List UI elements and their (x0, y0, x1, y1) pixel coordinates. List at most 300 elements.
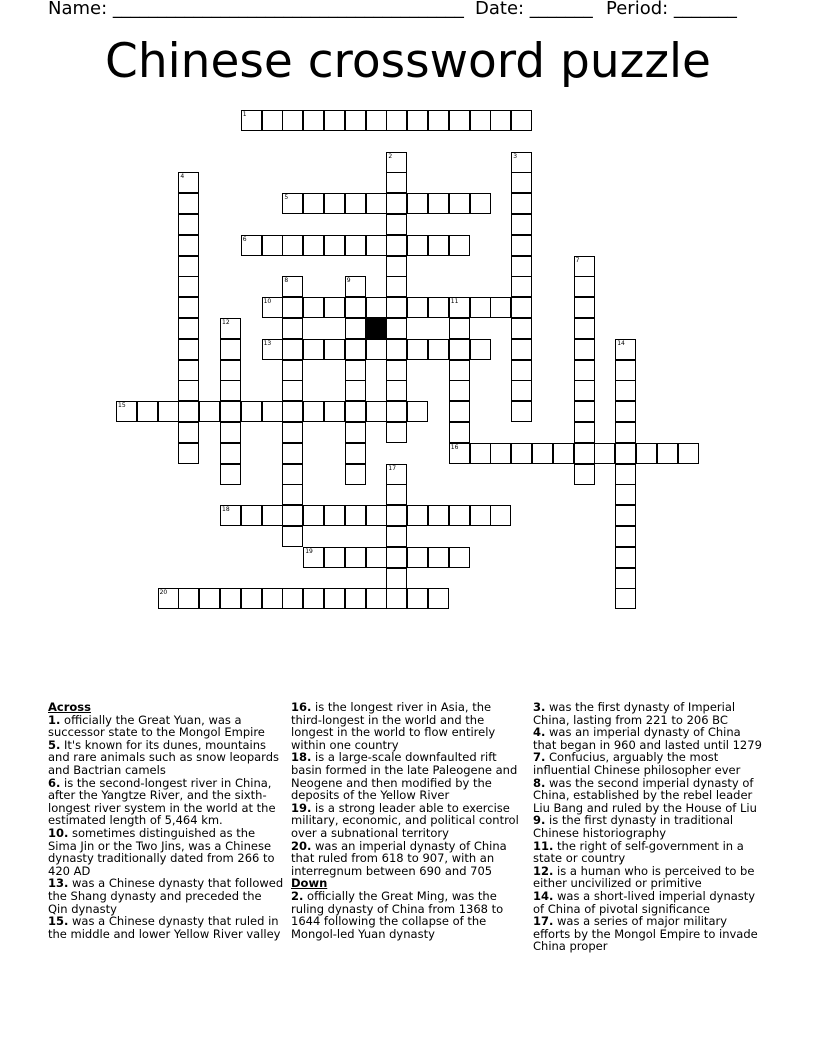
clue-section-heading: Across (48, 700, 91, 714)
grid-cell[interactable] (449, 422, 470, 443)
clue-number-label: 4. (533, 725, 546, 740)
grid-cell[interactable] (241, 401, 262, 422)
clue-item (48, 915, 284, 940)
grid-cell[interactable] (428, 297, 449, 318)
grid-cell[interactable] (386, 401, 407, 422)
grid-cell[interactable] (449, 193, 470, 214)
grid-cell[interactable] (366, 339, 387, 360)
clue-number: 2 (388, 152, 393, 160)
grid-cell[interactable] (490, 110, 511, 131)
clue-number-label: 5. (48, 737, 61, 752)
grid-cell[interactable] (137, 401, 158, 422)
grid-cell[interactable] (615, 401, 636, 422)
grid-cell[interactable] (470, 505, 491, 526)
grid-cell[interactable] (366, 588, 387, 609)
grid-cell[interactable] (345, 588, 366, 609)
grid-cell[interactable] (553, 443, 574, 464)
grid-cell[interactable] (366, 110, 387, 131)
grid-cell[interactable] (407, 505, 428, 526)
grid-cell[interactable] (282, 401, 303, 422)
grid-cell[interactable] (574, 256, 595, 277)
grid-cell[interactable] (366, 193, 387, 214)
grid-cell[interactable] (449, 318, 470, 339)
name-field[interactable]: Name: _______________________________________ (48, 0, 464, 19)
grid-cell[interactable] (428, 193, 449, 214)
grid-cell[interactable] (220, 318, 241, 339)
clue-item (533, 701, 765, 726)
grid-cell[interactable] (449, 235, 470, 256)
grid-cell[interactable] (615, 464, 636, 485)
grid-cell[interactable] (386, 172, 407, 193)
clue-item (48, 739, 284, 777)
grid-cell[interactable] (511, 401, 532, 422)
clue-number: 4 (180, 173, 185, 181)
grid-cell[interactable] (511, 152, 532, 173)
grid-cell[interactable] (282, 110, 303, 131)
grid-cell[interactable] (178, 235, 199, 256)
grid-cell[interactable] (220, 464, 241, 485)
clue-number: 15 (118, 402, 126, 410)
grid-cell[interactable] (574, 297, 595, 318)
grid-cell[interactable] (345, 110, 366, 131)
grid-cell[interactable] (386, 339, 407, 360)
grid-cell[interactable] (324, 401, 345, 422)
grid-cell[interactable] (324, 110, 345, 131)
grid-cell[interactable] (199, 588, 220, 609)
grid-cell[interactable] (178, 214, 199, 235)
grid-cell[interactable] (386, 256, 407, 277)
clue-number-label: 20. (291, 838, 312, 853)
grid-cell[interactable] (345, 235, 366, 256)
grid-cell[interactable] (449, 505, 470, 526)
clue-text: officially the Great Ming, was the ruling dynasty of China from 1368 to 1644 following the collapse of the Mongol-led Yuan dynasty (291, 888, 504, 941)
grid-cell[interactable] (345, 505, 366, 526)
grid-cell[interactable] (282, 380, 303, 401)
grid-cell[interactable] (511, 297, 532, 318)
grid-cell[interactable] (511, 193, 532, 214)
grid-cell[interactable] (178, 339, 199, 360)
grid-cell[interactable] (262, 110, 283, 131)
grid-cell[interactable] (282, 318, 303, 339)
grid-cell[interactable] (386, 193, 407, 214)
grid-cell[interactable] (386, 547, 407, 568)
grid-cell[interactable] (178, 256, 199, 277)
clue-number: 10 (263, 298, 272, 306)
grid-cell[interactable] (470, 443, 491, 464)
clue-item (533, 777, 765, 815)
grid-cell[interactable] (241, 235, 262, 256)
clue-item (533, 840, 765, 865)
grid-cell[interactable] (262, 588, 283, 609)
clue-item (291, 701, 523, 751)
grid-cell[interactable] (303, 193, 324, 214)
clue-number-label: 6. (48, 775, 61, 790)
clue-item (48, 777, 284, 827)
grid-cell[interactable] (345, 422, 366, 443)
grid-cell[interactable] (511, 380, 532, 401)
grid-cell[interactable] (386, 110, 407, 131)
clue-number: 18 (222, 506, 230, 514)
grid-cell[interactable] (262, 339, 283, 360)
grid-cell[interactable] (303, 401, 324, 422)
grid-cell[interactable] (615, 547, 636, 568)
grid-cell[interactable] (470, 193, 491, 214)
clue-text: is a human who is perceived to be either uncivilized or primitive (533, 863, 755, 891)
clue-item (533, 814, 765, 839)
grid-cell[interactable] (449, 401, 470, 422)
grid-cell[interactable] (282, 339, 303, 360)
grid-cell[interactable] (615, 568, 636, 589)
grid-cell[interactable] (615, 360, 636, 381)
clue-text: It's known for its dunes, mountains and rare animals such as snow leopards and Bactrian camels (48, 737, 279, 777)
clue-number: 12 (222, 319, 230, 326)
grid-cell[interactable] (220, 380, 241, 401)
clue-text: was the first dynasty of Imperial China, lasting from 221 to 206 BC (533, 700, 736, 727)
clue-number: 14 (617, 339, 625, 347)
grid-cell[interactable] (324, 588, 345, 609)
grid-cell[interactable] (511, 318, 532, 339)
clue-number-label: 8. (533, 775, 546, 790)
grid-cell[interactable] (407, 110, 428, 131)
grid-cell[interactable] (449, 443, 470, 464)
grid-cell[interactable] (386, 360, 407, 381)
grid-cell[interactable] (428, 110, 449, 131)
grid-cell[interactable] (282, 505, 303, 526)
clue-number: 6 (242, 235, 247, 243)
clue-text: was a Chinese dynasty that ruled in the middle and lower Yellow River valley (48, 914, 281, 941)
clue-number-label: 16. (291, 700, 312, 714)
grid-cell[interactable] (470, 110, 491, 131)
grid-cell[interactable] (574, 464, 595, 485)
grid-cell[interactable] (324, 235, 345, 256)
clue-number: 5 (284, 194, 289, 202)
grid-cell[interactable] (428, 588, 449, 609)
grid-cell[interactable] (324, 193, 345, 214)
clue-item (533, 726, 765, 751)
grid-cell[interactable] (386, 214, 407, 235)
grid-cell[interactable] (282, 588, 303, 609)
grid-cell[interactable] (282, 443, 303, 464)
clue-number-label: 2. (291, 888, 304, 903)
clue-item (291, 890, 523, 940)
grid-cell[interactable] (428, 339, 449, 360)
date-field[interactable]: Date: _______ (475, 0, 593, 19)
grid-cell[interactable] (262, 297, 283, 318)
clue-number-label: 1. (48, 712, 61, 727)
grid-cell[interactable] (282, 297, 303, 318)
grid-cell[interactable] (303, 588, 324, 609)
clue-item (291, 840, 523, 878)
grid-cell[interactable] (407, 547, 428, 568)
grid-cell[interactable] (324, 297, 345, 318)
grid-cell[interactable] (241, 505, 262, 526)
grid-cell[interactable] (574, 443, 595, 464)
clue-number: 1 (242, 111, 247, 118)
grid-cell[interactable] (615, 380, 636, 401)
grid-cell[interactable] (574, 360, 595, 381)
grid-cell[interactable] (511, 443, 532, 464)
grid-cell[interactable] (282, 422, 303, 443)
grid-cell[interactable] (407, 297, 428, 318)
grid-cell[interactable] (386, 297, 407, 318)
grid-cell[interactable] (178, 172, 199, 193)
grid-cell[interactable] (428, 505, 449, 526)
clue-item (48, 877, 284, 915)
grid-cell[interactable] (574, 318, 595, 339)
grid-cell[interactable] (262, 505, 283, 526)
clue-number-label: 7. (533, 750, 546, 765)
clue-item (533, 915, 765, 953)
grid-cell[interactable] (657, 443, 678, 464)
grid-cell[interactable] (178, 360, 199, 381)
grid-cell[interactable] (636, 443, 657, 464)
clue-item (291, 751, 523, 801)
clue-text: sometimes distinguished as the Sima Jin or the Two Jins, was a Chinese dynasty traditionally dated from 266 to 420 AD (48, 825, 275, 878)
grid-cell[interactable] (615, 422, 636, 443)
grid-cell[interactable] (178, 422, 199, 443)
grid-cell[interactable] (241, 110, 262, 131)
clue-number-label: 19. (291, 800, 312, 815)
grid-cell[interactable] (428, 235, 449, 256)
clue-number-label: 12. (533, 863, 554, 878)
grid-cell[interactable] (282, 193, 303, 214)
clue-number-label: 17. (533, 914, 554, 929)
grid-cell[interactable] (303, 505, 324, 526)
grid-cell[interactable] (511, 339, 532, 360)
clues-column-3 (533, 701, 765, 953)
grid-cell[interactable] (282, 464, 303, 485)
clue-number-label: 9. (533, 813, 546, 828)
grid-cell[interactable] (574, 339, 595, 360)
grid-cell[interactable] (158, 588, 179, 609)
grid-cell[interactable] (386, 484, 407, 505)
period-field[interactable]: Period: _______ (606, 0, 737, 19)
grid-cell[interactable] (407, 401, 428, 422)
grid-cell[interactable] (366, 297, 387, 318)
grid-cell[interactable] (366, 547, 387, 568)
clue-number: 9 (346, 277, 351, 285)
clue-number-label: 15. (48, 914, 69, 929)
grid-cell[interactable] (386, 568, 407, 589)
clue-number-label: 13. (48, 876, 69, 891)
grid-cell[interactable] (449, 297, 470, 318)
grid-cell[interactable] (282, 360, 303, 381)
grid-cell[interactable] (449, 380, 470, 401)
clue-number: 11 (450, 298, 459, 306)
grid-cell[interactable] (386, 588, 407, 609)
grid-cell[interactable] (490, 505, 511, 526)
grid-cell[interactable] (199, 401, 220, 422)
grid-cell[interactable] (678, 443, 699, 464)
clue-text: was a series of major military efforts by the Mongol Empire to invade China proper (533, 914, 758, 954)
grid-cell[interactable] (386, 318, 407, 339)
grid-cell[interactable] (303, 235, 324, 256)
grid-cell[interactable] (490, 443, 511, 464)
grid-cell[interactable] (386, 505, 407, 526)
clue-text: officially the Great Yuan, was a successor state to the Mongol Empire (48, 712, 265, 740)
grid-cell[interactable] (282, 484, 303, 505)
clue-number: 7 (575, 256, 580, 264)
grid-cell[interactable] (511, 172, 532, 193)
grid-cell[interactable] (615, 484, 636, 505)
grid-cell[interactable] (324, 547, 345, 568)
clue-item (48, 827, 284, 877)
clue-number: 8 (284, 277, 289, 285)
grid-cell[interactable] (366, 505, 387, 526)
grid-cell[interactable] (386, 526, 407, 547)
grid-cell[interactable] (324, 505, 345, 526)
black-cell (366, 318, 387, 339)
grid-cell[interactable] (116, 401, 137, 422)
clue-item (533, 865, 765, 890)
grid-cell[interactable] (220, 588, 241, 609)
grid-cell[interactable] (615, 339, 636, 360)
grid-cell[interactable] (241, 588, 262, 609)
clue-number: 19 (305, 547, 313, 555)
clue-text: is the first dynasty in traditional Chinese historiography (533, 813, 734, 840)
grid-cell[interactable] (178, 380, 199, 401)
grid-cell[interactable] (366, 401, 387, 422)
grid-cell[interactable] (220, 401, 241, 422)
grid-cell[interactable] (220, 422, 241, 443)
clue-item (533, 890, 765, 915)
grid-cell[interactable] (449, 360, 470, 381)
grid-cell[interactable] (178, 588, 199, 609)
clue-text: the right of self-government in a state or country (533, 838, 744, 866)
grid-cell[interactable] (178, 401, 199, 422)
grid-cell[interactable] (449, 110, 470, 131)
grid-cell[interactable] (386, 380, 407, 401)
grid-cell[interactable] (386, 422, 407, 443)
grid-cell[interactable] (532, 443, 553, 464)
clue-item (533, 751, 765, 776)
grid-cell[interactable] (386, 152, 407, 173)
clue-number: 16 (450, 443, 459, 451)
clue-number: 20 (159, 589, 168, 597)
clue-text: was a short-lived imperial dynasty of China of pivotal significance (533, 888, 756, 916)
grid-cell[interactable] (262, 401, 283, 422)
grid-cell[interactable] (615, 588, 636, 609)
grid-cell[interactable] (178, 297, 199, 318)
clue-number-label: 3. (533, 700, 546, 714)
clue-text: is a large-scale downfaulted rift basin formed in the late Paleogene and Neogene and then modified by the deposits of the Yellow River (291, 750, 518, 803)
grid-cell[interactable] (158, 401, 179, 422)
grid-cell[interactable] (511, 360, 532, 381)
grid-cell[interactable] (178, 318, 199, 339)
grid-cell[interactable] (407, 193, 428, 214)
grid-cell[interactable] (386, 235, 407, 256)
grid-cell[interactable] (220, 339, 241, 360)
grid-cell[interactable] (574, 401, 595, 422)
clue-text: was an imperial dynasty of China that began in 960 and lasted until 1279 (533, 725, 762, 752)
grid-cell[interactable] (178, 276, 199, 297)
grid-cell[interactable] (511, 276, 532, 297)
grid-cell[interactable] (386, 464, 407, 485)
grid-cell[interactable] (428, 547, 449, 568)
grid-cell[interactable] (490, 297, 511, 318)
clue-number-label: 18. (291, 750, 312, 765)
clue-text: was an imperial dynasty of China that ruled from 618 to 907, with an interregnum between 690 and 705 (291, 838, 507, 878)
grid-cell[interactable] (615, 526, 636, 547)
grid-cell[interactable] (449, 547, 470, 568)
clue-text: is the second-longest river in China, after the Yangtze River, and the sixth-longest river system in the world at the estimated length of 5,464 km. (48, 775, 276, 828)
grid-cell[interactable] (178, 193, 199, 214)
clues-column-1 (48, 701, 284, 940)
grid-cell[interactable] (470, 339, 491, 360)
clues-column-2 (291, 701, 523, 940)
clue-number: 17 (388, 464, 397, 472)
grid-cell[interactable] (574, 380, 595, 401)
clue-text: is the longest river in Asia, the third-longest in the world and the longest in the world to flow entirely within one country (291, 700, 496, 752)
clue-number-label: 11. (533, 838, 554, 853)
grid-cell[interactable] (407, 588, 428, 609)
grid-cell[interactable] (282, 526, 303, 547)
clue-text: Confucius, arguably the most influential Chinese philosopher ever (533, 750, 741, 777)
grid-cell[interactable] (470, 297, 491, 318)
grid-cell[interactable] (303, 110, 324, 131)
grid-cell[interactable] (449, 339, 470, 360)
grid-cell[interactable] (345, 318, 366, 339)
grid-cell[interactable] (345, 547, 366, 568)
grid-cell[interactable] (511, 110, 532, 131)
clue-section-heading: Down (291, 876, 328, 891)
grid-cell[interactable] (303, 297, 324, 318)
grid-cell[interactable] (282, 276, 303, 297)
page-title: Chinese crossword puzzle (105, 34, 711, 89)
grid-cell[interactable] (303, 547, 324, 568)
grid-cell[interactable] (511, 235, 532, 256)
grid-cell[interactable] (345, 443, 366, 464)
clue-text: was a Chinese dynasty that followed the Shang dynasty and preceded the Qin dynasty (48, 876, 284, 916)
grid-cell[interactable] (345, 339, 366, 360)
grid-cell[interactable] (345, 297, 366, 318)
clue-number: 3 (513, 152, 518, 160)
grid-cell[interactable] (615, 505, 636, 526)
grid-cell[interactable] (262, 235, 283, 256)
grid-cell[interactable] (324, 339, 345, 360)
clue-number-label: 14. (533, 888, 554, 903)
grid-cell[interactable] (178, 443, 199, 464)
grid-cell[interactable] (345, 276, 366, 297)
clue-item (48, 714, 284, 739)
grid-cell[interactable] (574, 276, 595, 297)
clue-item (291, 802, 523, 840)
grid-cell[interactable] (345, 464, 366, 485)
clue-number-label: 10. (48, 825, 69, 840)
clue-text: was the second imperial dynasty of China, established by the rebel leader Liu Bang and ruled by the House of Liu (533, 775, 757, 815)
grid-cell[interactable] (574, 422, 595, 443)
grid-cell[interactable] (594, 443, 615, 464)
grid-cell[interactable] (511, 214, 532, 235)
grid-cell[interactable] (345, 401, 366, 422)
grid-cell[interactable] (511, 256, 532, 277)
grid-cell[interactable] (345, 380, 366, 401)
grid-cell[interactable] (220, 505, 241, 526)
grid-cell[interactable] (386, 276, 407, 297)
grid-cell[interactable] (407, 235, 428, 256)
grid-cell[interactable] (303, 339, 324, 360)
grid-cell[interactable] (407, 339, 428, 360)
grid-cell[interactable] (220, 360, 241, 381)
clue-number: 13 (263, 339, 272, 347)
grid-cell[interactable] (220, 443, 241, 464)
clue-text: is a strong leader able to exercise military, economic, and political control over a subnational territory (291, 800, 519, 840)
grid-cell[interactable] (366, 235, 387, 256)
grid-cell[interactable] (345, 360, 366, 381)
grid-cell[interactable] (345, 193, 366, 214)
grid-cell[interactable] (615, 443, 636, 464)
grid-cell[interactable] (282, 235, 303, 256)
